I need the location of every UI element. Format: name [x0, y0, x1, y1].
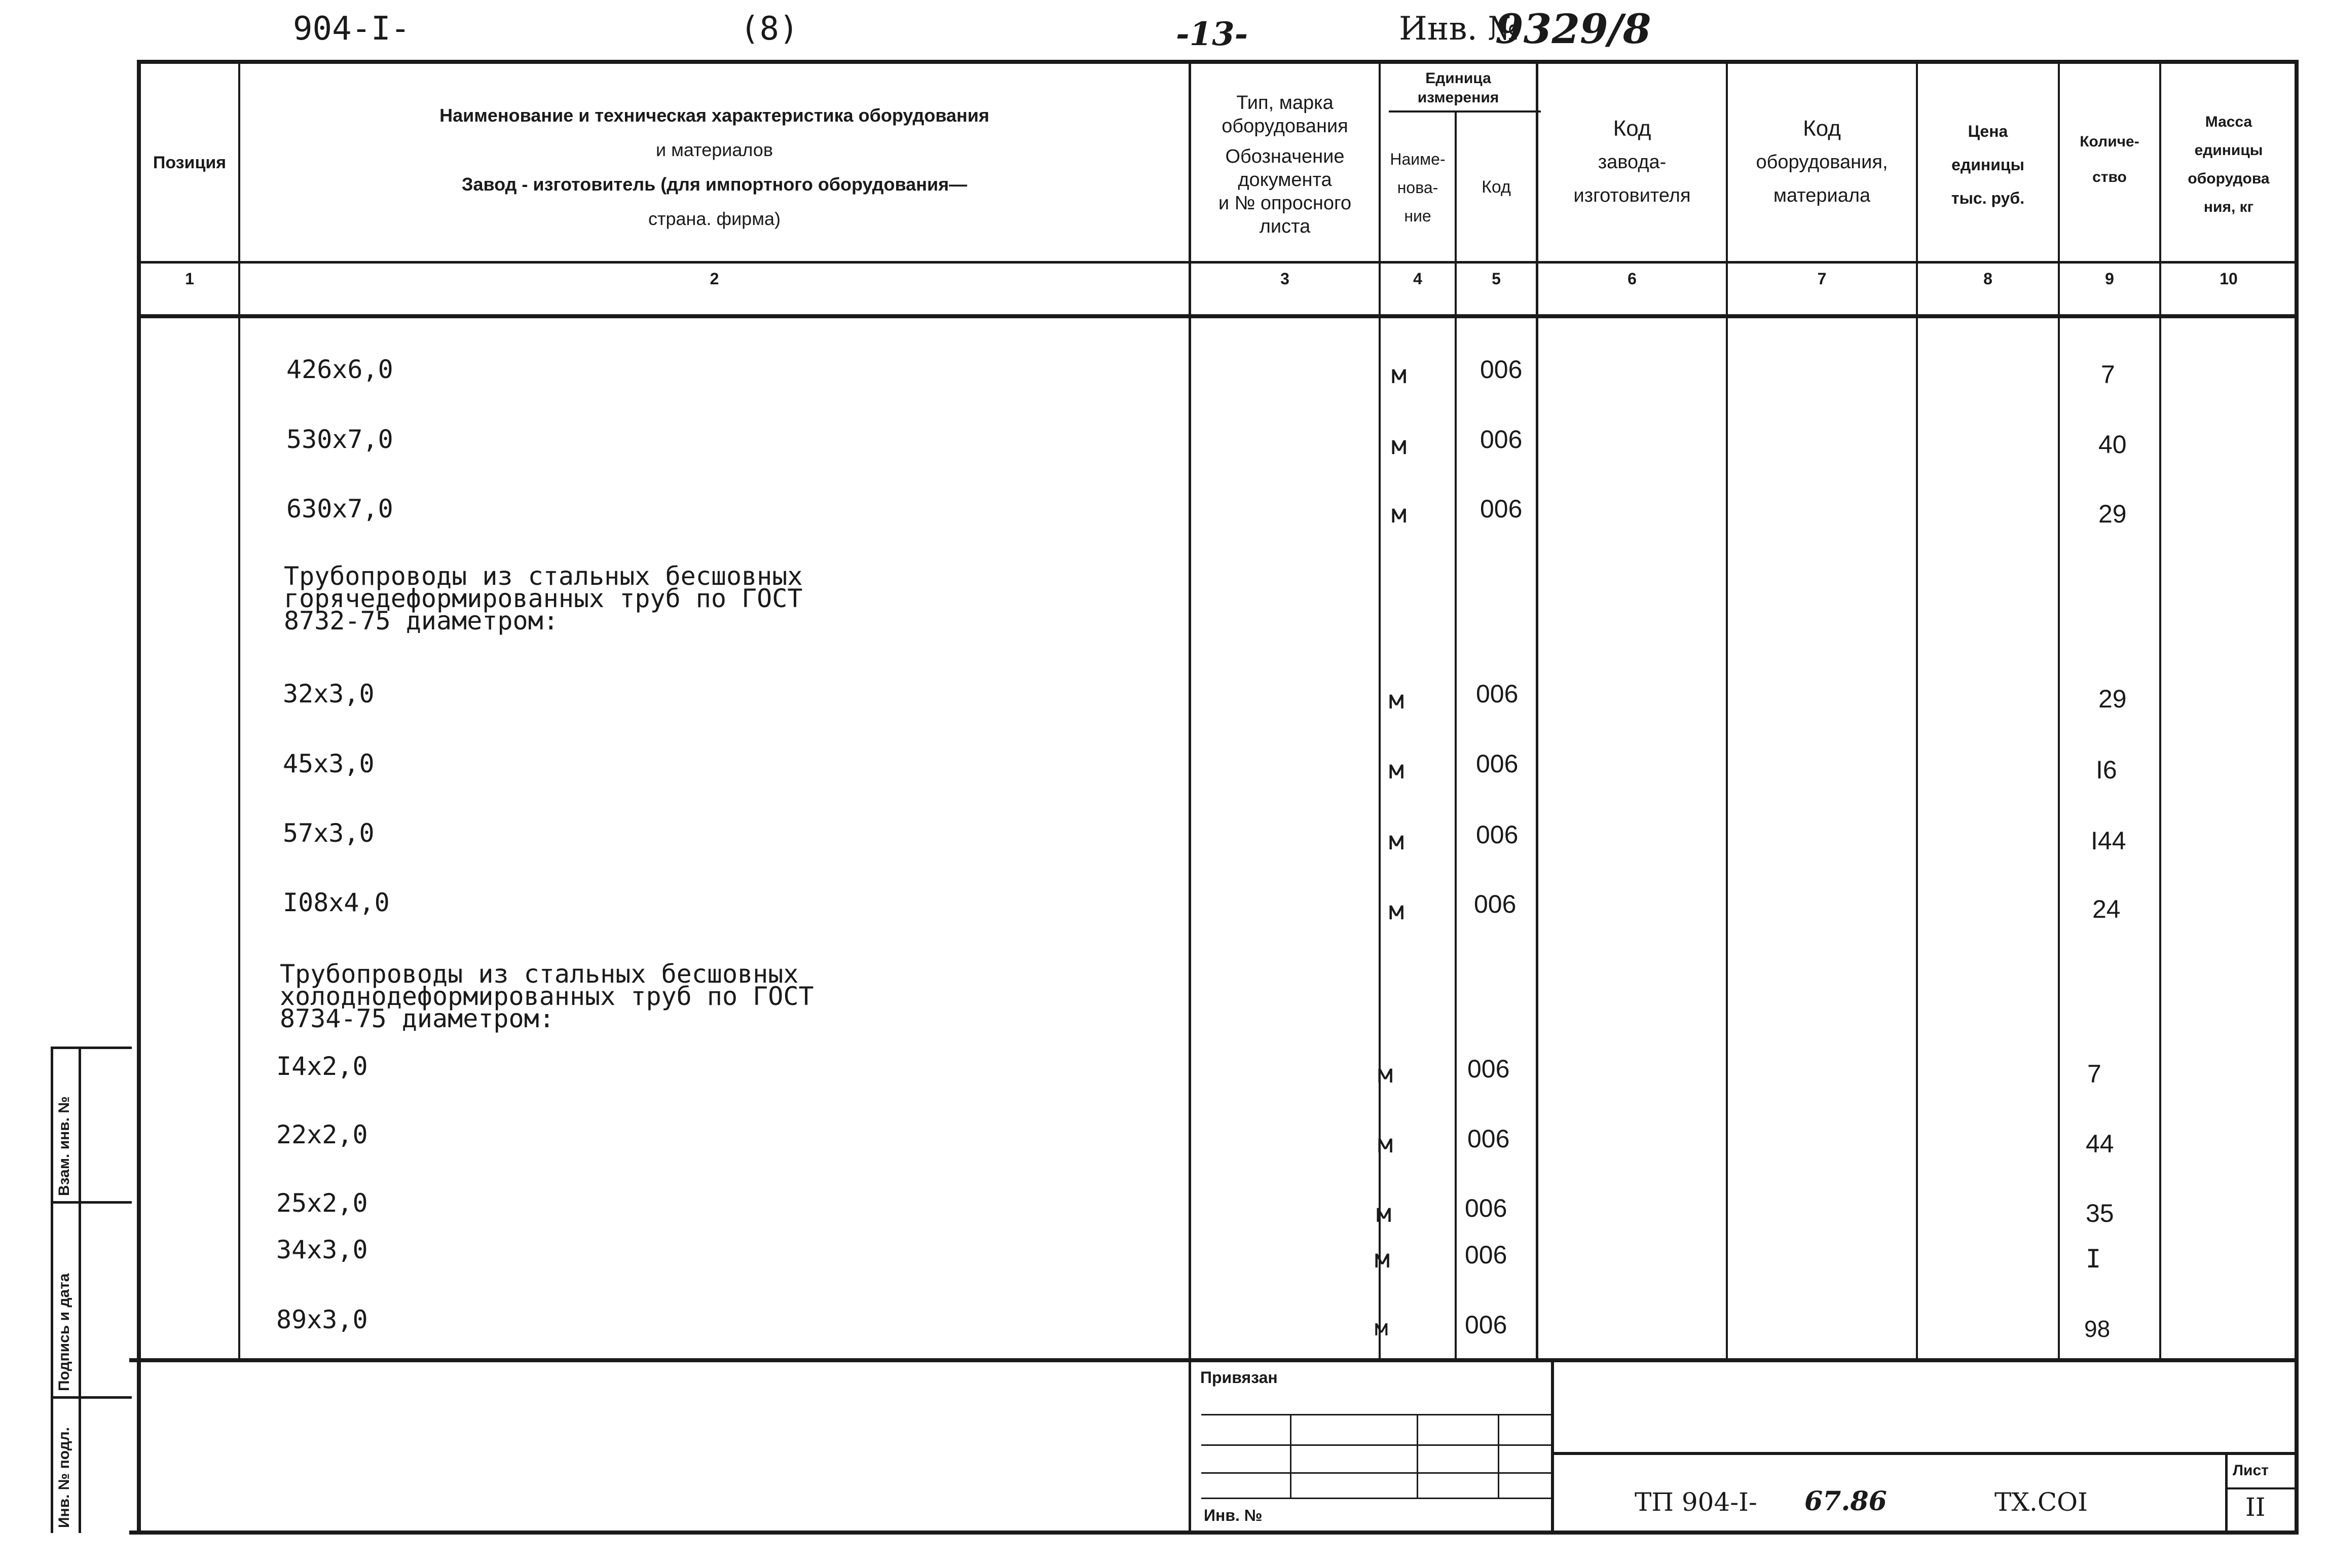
item-unit: м [1378, 1129, 1393, 1159]
item-name: 530х7,0 [286, 425, 393, 454]
item-unit: м [1376, 1199, 1392, 1228]
col-header-mass: Масса единицы оборудова ния, кг [2188, 114, 2270, 215]
item-name: I4х2,0 [276, 1052, 368, 1081]
item-name: 89х3,0 [276, 1305, 368, 1334]
item-unit-code: 006 [1465, 1194, 1507, 1222]
item-quantity: I44 [2091, 827, 2126, 855]
col-number: 2 [710, 270, 719, 288]
item-unit-code: 006 [1480, 425, 1523, 454]
col-number: 6 [1628, 270, 1637, 288]
item-unit-code: 006 [1474, 890, 1517, 918]
col-number: 10 [2220, 270, 2238, 288]
item-quantity: I [2086, 1244, 2101, 1274]
stamp-privyazan-label: Привязан [1200, 1368, 1278, 1387]
side-label-original-inv: Инв. № подл. [56, 1427, 72, 1528]
item-name: I08х4,0 [283, 888, 390, 917]
series-number: 904-I- [293, 10, 411, 48]
sheet-label: Лист [2233, 1462, 2269, 1479]
item-quantity: 7 [2087, 1060, 2101, 1088]
col-header-quantity: Количе- ство [2080, 133, 2139, 185]
col-header-unit-code: Код [1482, 177, 1511, 197]
item-quantity: I6 [2096, 756, 2117, 784]
side-label-replacement-inv: Взам. инв. № [56, 1096, 72, 1196]
item-unit-code: 006 [1465, 1311, 1507, 1339]
document-code: ТХ.COI [1994, 1487, 2088, 1517]
item-unit: м [1378, 1059, 1393, 1089]
item-unit-code: 006 [1467, 1125, 1510, 1153]
item-quantity: 35 [2086, 1199, 2114, 1227]
item-name: 22х2,0 [276, 1120, 368, 1149]
inventory-label: Инв. № [1399, 10, 1519, 48]
item-unit-code: 006 [1476, 820, 1519, 849]
item-name: 630х7,0 [286, 494, 393, 524]
item-name: 34х3,0 [276, 1235, 368, 1264]
item-quantity: 98 [2084, 1316, 2111, 1342]
item-quantity: 24 [2092, 895, 2121, 923]
item-unit: м [1389, 685, 1404, 715]
col-number: 1 [185, 270, 194, 288]
section-heading: Трубопроводы из стальных бесшовных холоднодеформированных труб по ГОСТ 8734-75 диаметром: [280, 959, 814, 1033]
col-number: 5 [1492, 270, 1501, 288]
document-number-handwritten: 67.86 [1804, 1486, 1887, 1517]
item-unit-code: 006 [1480, 355, 1523, 384]
item-name: 57х3,0 [283, 818, 375, 848]
col-number: 3 [1280, 270, 1289, 288]
col-header-position: Позиция [153, 153, 227, 172]
document-number-prefix: ТП 904-I- [1635, 1487, 1757, 1517]
item-name: 25х2,0 [276, 1188, 368, 1218]
item-unit-code: 006 [1465, 1241, 1507, 1269]
item-unit: м [1389, 826, 1404, 855]
col-header-material-code: Код оборудования, материала [1756, 116, 1888, 206]
item-unit: м [1391, 499, 1407, 529]
item-unit-code: 006 [1476, 680, 1519, 708]
item-name: 426х6,0 [286, 355, 393, 384]
col-header-name: Наименование и техническая характеристика оборудования и материалов Завод - изготовитель (для импортного оборудования— страна. фирма) [439, 105, 989, 229]
col-header-unit-name: Наиме- нова- ние [1390, 150, 1446, 225]
item-unit: м [1375, 1244, 1390, 1274]
item-unit-code: 006 [1480, 495, 1523, 523]
col-number: 9 [2105, 270, 2114, 288]
col-header-unit-group: Единица измерения [1417, 70, 1499, 106]
item-name: 32х3,0 [283, 679, 375, 708]
item-unit-code: 006 [1467, 1055, 1510, 1083]
inventory-number: 9329/8 [1495, 5, 1651, 53]
col-header-type: Тип, марка оборудования Обозначение документа и № опросного листа [1218, 92, 1352, 237]
item-unit: м [1391, 431, 1407, 460]
stamp-inv-label: Инв. № [1204, 1506, 1263, 1524]
item-unit-code: 006 [1476, 750, 1519, 778]
col-number: 8 [1983, 270, 1992, 288]
item-quantity: 44 [2086, 1130, 2114, 1158]
col-number: 7 [1817, 270, 1827, 288]
item-quantity: 29 [2098, 685, 2127, 713]
item-quantity: 7 [2101, 360, 2115, 389]
side-label-signature-date: Подпись и дата [56, 1273, 72, 1391]
col-header-price: Цена единицы тыс. руб. [1951, 122, 2025, 207]
col-number: 4 [1413, 270, 1422, 288]
col-header-factory-code: Код завода- изготовителя [1573, 116, 1691, 206]
item-unit: м [1391, 360, 1407, 389]
item-quantity: 40 [2098, 430, 2127, 459]
sheet-part: (8) [740, 10, 799, 48]
item-name: 45х3,0 [283, 749, 375, 778]
page-number: -13- [1176, 15, 1248, 53]
sheet-number: II [2245, 1492, 2266, 1522]
item-unit: м [1389, 896, 1404, 925]
item-unit: м [1375, 1315, 1388, 1341]
section-heading: Трубопроводы из стальных бесшовных горячедеформированных труб по ГОСТ 8732-75 диаметром: [284, 562, 803, 636]
item-quantity: 29 [2098, 500, 2127, 528]
item-unit: м [1389, 755, 1404, 785]
